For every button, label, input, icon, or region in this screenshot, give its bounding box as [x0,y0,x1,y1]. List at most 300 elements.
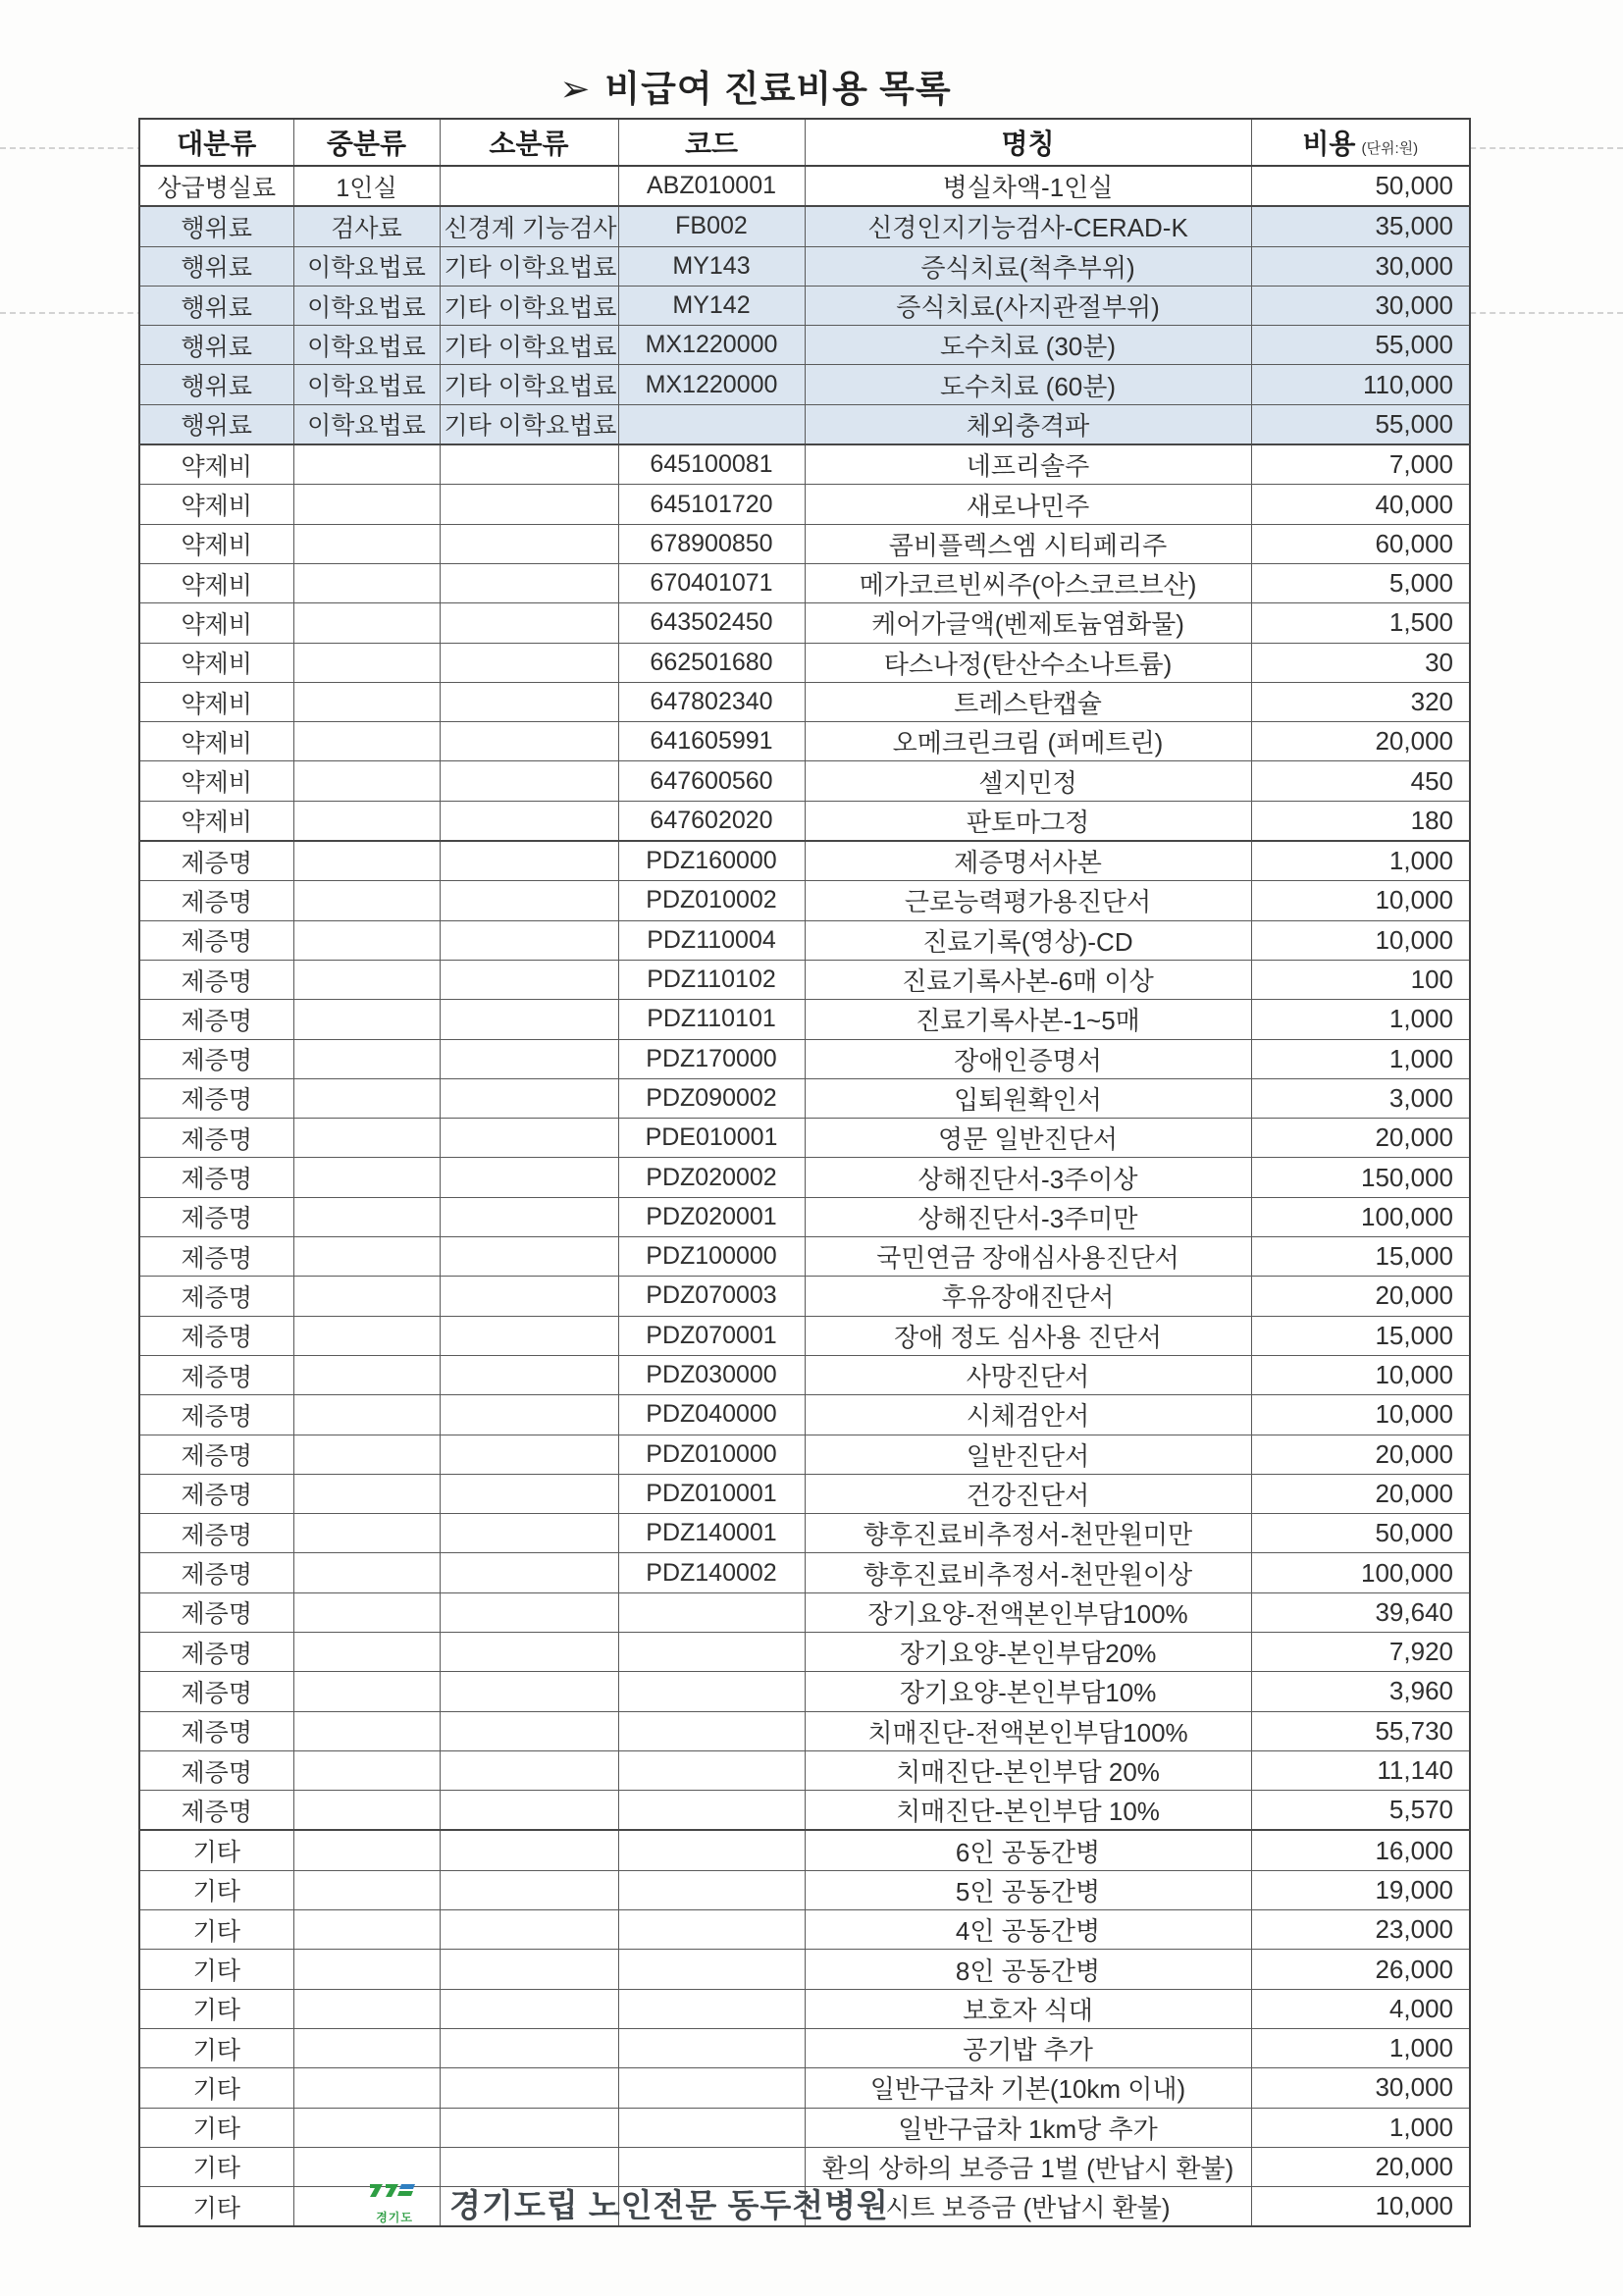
cell-major-category: 제증명 [139,1672,293,1711]
cell-price: 60,000 [1251,524,1470,563]
cell-code: MY142 [618,286,805,325]
cell-major-category: 제증명 [139,881,293,920]
cell-item-name: 트레스탄캡슐 [805,682,1251,721]
cell-item-name: 건강진단서 [805,1474,1251,1513]
cell-price: 55,000 [1251,326,1470,365]
cell-price: 35,000 [1251,206,1470,246]
cell-item-name: 상해진단서-3주미만 [805,1197,1251,1236]
cell-price: 20,000 [1251,1119,1470,1158]
cell-sub-category [440,1277,618,1316]
cell-sub-category [440,801,618,841]
cell-price: 150,000 [1251,1158,1470,1197]
cell-sub-category [440,1078,618,1118]
cell-code: PDZ070003 [618,1277,805,1316]
cell-mid-category [293,1237,440,1277]
cell-major-category: 약제비 [139,485,293,524]
cell-mid-category [293,1672,440,1711]
cell-mid-category [293,1355,440,1394]
cell-price: 1,500 [1251,603,1470,643]
cell-code [618,2108,805,2147]
cell-item-name: 일반진단서 [805,1435,1251,1474]
table-row [139,485,1470,524]
cell-code: 647600560 [618,761,805,801]
cell-major-category: 약제비 [139,643,293,682]
cell-sub-category [440,1197,618,1236]
cell-sub-category [440,722,618,761]
cell-code [618,1750,805,1790]
cell-major-category: 제증명 [139,960,293,999]
cell-mid-category [293,1158,440,1197]
cell-sub-category [440,1553,618,1592]
cell-item-name: 오메크린크림 (퍼메트린) [805,722,1251,761]
col-header-sub: 소분류 [440,119,618,166]
cell-mid-category [293,1592,440,1632]
fee-table [138,118,1471,2227]
table-row [139,1791,1470,1831]
cell-major-category: 제증명 [139,1000,293,1039]
cell-mid-category [293,722,440,761]
cell-price: 5,000 [1251,563,1470,602]
cell-mid-category [293,1514,440,1553]
cell-item-name: 8인 공동간병 [805,1950,1251,1989]
cell-major-category: 제증명 [139,1474,293,1513]
cell-mid-category [293,1000,440,1039]
cell-major-category: 제증명 [139,1592,293,1632]
cell-item-name: 장기요양-본인부담10% [805,1672,1251,1711]
table-row [139,444,1470,485]
cell-sub-category [440,166,618,206]
cell-major-category: 제증명 [139,1078,293,1118]
cell-item-name: 영문 일반진단서 [805,1119,1251,1158]
cell-sub-category [440,1395,618,1435]
cell-sub-category [440,2028,618,2067]
cell-mid-category [293,444,440,485]
cell-code: PDZ040000 [618,1395,805,1435]
table-row [139,1632,1470,1671]
cell-major-category: 제증명 [139,1395,293,1435]
cell-major-category: 행위료 [139,246,293,286]
table-row [139,1989,1470,2028]
cell-price: 30,000 [1251,2068,1470,2108]
cell-major-category: 기타 [139,2028,293,2067]
cell-major-category: 기타 [139,1870,293,1909]
cell-price: 100,000 [1251,1197,1470,1236]
table-row [139,682,1470,721]
cell-major-category: 약제비 [139,722,293,761]
cell-code [618,1791,805,1831]
col-header-major: 대분류 [139,119,293,166]
table-row [139,1474,1470,1513]
cell-mid-category [293,1474,440,1513]
cell-price: 450 [1251,761,1470,801]
cell-sub-category [440,1435,618,1474]
cell-sub-category [440,444,618,485]
cell-price: 20,000 [1251,1474,1470,1513]
cell-item-name: 장애 정도 심사용 진단서 [805,1316,1251,1355]
cell-sub-category [440,1592,618,1632]
table-row [139,960,1470,999]
cell-mid-category [293,643,440,682]
cell-sub-category [440,1237,618,1277]
cell-sub-category [440,563,618,602]
cell-major-category: 제증명 [139,920,293,960]
cell-code: MY143 [618,246,805,286]
cell-price: 1,000 [1251,2108,1470,2147]
cell-code: PDZ140002 [618,1553,805,1592]
table-row [139,643,1470,682]
cell-mid-category [293,2028,440,2067]
table-row [139,1158,1470,1197]
cell-item-name: 케어가글액(벤제토늄염화물) [805,603,1251,643]
cell-sub-category [440,682,618,721]
fee-table-header [139,119,1470,166]
cell-price: 10,000 [1251,881,1470,920]
cell-major-category: 행위료 [139,326,293,365]
cell-code: PDE010001 [618,1119,805,1158]
cell-major-category: 제증명 [139,841,293,881]
table-row [139,166,1470,206]
col-header-mid: 중분류 [293,119,440,166]
cell-price: 180 [1251,801,1470,841]
cell-price: 11,140 [1251,1750,1470,1790]
cell-mid-category [293,920,440,960]
cell-mid-category [293,1435,440,1474]
cell-item-name: 6인 공동간병 [805,1830,1251,1870]
cell-mid-category [293,2068,440,2108]
cell-major-category: 약제비 [139,761,293,801]
cell-code [618,1989,805,2028]
table-row [139,2028,1470,2067]
cell-code: 670401071 [618,563,805,602]
cell-mid-category [293,1750,440,1790]
cell-code: PDZ020002 [618,1158,805,1197]
cell-major-category: 기타 [139,2068,293,2108]
cell-mid-category [293,1870,440,1909]
cell-code [618,404,805,444]
cell-code [618,2068,805,2108]
cell-code: PDZ090002 [618,1078,805,1118]
cell-code: 645100081 [618,444,805,485]
cell-item-name: 증식치료(척추부위) [805,246,1251,286]
cell-price: 30,000 [1251,286,1470,325]
cell-item-name: 제증명서사본 [805,841,1251,881]
cell-major-category: 제증명 [139,1632,293,1671]
cell-item-name: 새로나민주 [805,485,1251,524]
cell-sub-category: 기타 이학요법료 [440,326,618,365]
cell-major-category: 기타 [139,1910,293,1950]
table-row [139,1237,1470,1277]
cell-code: MX1220000 [618,326,805,365]
cell-major-category: 기타 [139,1989,293,2028]
cell-sub-category [440,1950,618,1989]
cell-code [618,1711,805,1750]
cell-price: 5,570 [1251,1791,1470,1831]
hospital-name: 경기도립 노인전문 동두천병원 [449,2187,889,2223]
cell-item-name: 신경인지기능검사-CERAD-K [805,206,1251,246]
table-row [139,1950,1470,1989]
cell-item-name: 병실차액-1인실 [805,166,1251,206]
cell-code: PDZ100000 [618,1237,805,1277]
cell-mid-category [293,841,440,881]
cell-mid-category [293,682,440,721]
table-row [139,841,1470,881]
cell-price: 20,000 [1251,1277,1470,1316]
cell-major-category: 약제비 [139,524,293,563]
cell-major-category: 제증명 [139,1553,293,1592]
cell-item-name: 셀지민정 [805,761,1251,801]
cell-price: 30,000 [1251,246,1470,286]
cell-code [618,1830,805,1870]
cell-item-name: 메가코르빈씨주(아스코르브산) [805,563,1251,602]
table-row [139,2108,1470,2147]
cell-item-name: 시체검안서 [805,1395,1251,1435]
cell-code: 662501680 [618,643,805,682]
cell-mid-category [293,1197,440,1236]
cell-sub-category: 기타 이학요법료 [440,365,618,404]
cell-sub-category [440,1355,618,1394]
cell-sub-category: 기타 이학요법료 [440,286,618,325]
table-row [139,1910,1470,1950]
table-row [139,1553,1470,1592]
cell-sub-category [440,1672,618,1711]
table-row [139,881,1470,920]
cell-price: 23,000 [1251,1910,1470,1950]
cell-item-name: 일반구급차 기본(10km 이내) [805,2068,1251,2108]
cell-sub-category [440,1119,618,1158]
cell-code: PDZ110102 [618,960,805,999]
cell-major-category: 제증명 [139,1316,293,1355]
cell-major-category: 기타 [139,2108,293,2147]
cell-mid-category [293,1395,440,1435]
cell-major-category: 제증명 [139,1277,293,1316]
table-row [139,326,1470,365]
cell-price: 10,000 [1251,1395,1470,1435]
table-row [139,1870,1470,1909]
cell-mid-category [293,524,440,563]
cell-code: 678900850 [618,524,805,563]
cell-mid-category: 이학요법료 [293,365,440,404]
cell-major-category: 행위료 [139,404,293,444]
cell-code: FB002 [618,206,805,246]
cell-sub-category [440,1158,618,1197]
cell-major-category: 기타 [139,2187,293,2227]
table-row [139,761,1470,801]
cell-code: PDZ170000 [618,1039,805,1078]
col-header-price-label: 비용 [1302,129,1356,159]
cell-item-name: 사망진단서 [805,1355,1251,1394]
cell-sub-category [440,1316,618,1355]
cell-major-category: 제증명 [139,1435,293,1474]
cell-item-name: 장애인증명서 [805,1039,1251,1078]
cell-mid-category: 이학요법료 [293,246,440,286]
cell-sub-category [440,643,618,682]
cell-item-name: 치매진단-본인부담 20% [805,1750,1251,1790]
cell-code: PDZ010002 [618,881,805,920]
table-row [139,1119,1470,1158]
cell-price: 20,000 [1251,1435,1470,1474]
cell-code: PDZ010000 [618,1435,805,1474]
cell-price: 3,960 [1251,1672,1470,1711]
table-row [139,801,1470,841]
cell-price: 40,000 [1251,485,1470,524]
cell-major-category: 제증명 [139,1355,293,1394]
cell-item-name: 향후진료비추정서-천만원이상 [805,1553,1251,1592]
cell-mid-category: 이학요법료 [293,404,440,444]
cell-item-name: 콤비플렉스엠 시티페리주 [805,524,1251,563]
cell-sub-category: 기타 이학요법료 [440,404,618,444]
cell-sub-category: 기타 이학요법료 [440,246,618,286]
cell-item-name: 공기밥 추가 [805,2028,1251,2067]
cell-mid-category [293,1711,440,1750]
cell-price: 1,000 [1251,841,1470,881]
cell-item-name: 도수치료 (30분) [805,326,1251,365]
cell-major-category: 약제비 [139,563,293,602]
cell-price: 50,000 [1251,166,1470,206]
cell-code [618,1632,805,1671]
cell-major-category: 제증명 [139,1711,293,1750]
cell-sub-category [440,1791,618,1831]
cell-sub-category [440,1474,618,1513]
table-row [139,1514,1470,1553]
table-row [139,365,1470,404]
table-row [139,1277,1470,1316]
cell-price: 20,000 [1251,722,1470,761]
cell-price: 7,000 [1251,444,1470,485]
cell-sub-category [440,920,618,960]
page-title-text: 비급여 진료비용 목록 [604,69,952,109]
cell-major-category: 기타 [139,1830,293,1870]
cell-sub-category [440,524,618,563]
cell-item-name: 환의 상하의 보증금 1벌 (반납시 환불) [805,2147,1251,2186]
cell-item-name: 일반구급차 1km당 추가 [805,2108,1251,2147]
cell-sub-category [440,1910,618,1950]
table-row [139,1592,1470,1632]
cell-price: 1,000 [1251,2028,1470,2067]
cell-code: ABZ010001 [618,166,805,206]
cell-code: PDZ110004 [618,920,805,960]
cell-major-category: 제증명 [139,1791,293,1831]
cell-code [618,1910,805,1950]
cell-item-name: 증식치료(사지관절부위) [805,286,1251,325]
cell-mid-category: 이학요법료 [293,286,440,325]
cell-mid-category [293,881,440,920]
cell-sub-category [440,1514,618,1553]
cell-major-category: 행위료 [139,286,293,325]
cell-major-category: 제증명 [139,1197,293,1236]
cell-item-name: 후유장애진단서 [805,1277,1251,1316]
cell-mid-category [293,563,440,602]
cell-sub-category [440,1000,618,1039]
fee-table-body [139,166,1470,2226]
cell-item-name: 진료기록사본-6매 이상 [805,960,1251,999]
cell-major-category: 기타 [139,2147,293,2186]
cell-item-name: 네프리솔주 [805,444,1251,485]
cell-mid-category [293,1910,440,1950]
cell-mid-category [293,1039,440,1078]
cell-price: 3,000 [1251,1078,1470,1118]
cell-mid-category: 1인실 [293,166,440,206]
cell-price: 10,000 [1251,1355,1470,1394]
col-header-name: 명칭 [805,119,1251,166]
cell-price: 1,000 [1251,1000,1470,1039]
cell-mid-category [293,1950,440,1989]
arrow-icon: ➢ [559,69,592,109]
cell-sub-category [440,2068,618,2108]
cell-price: 100 [1251,960,1470,999]
page-title [0,59,1511,112]
col-header-code: 코드 [618,119,805,166]
cell-code: PDZ020001 [618,1197,805,1236]
cell-price: 15,000 [1251,1237,1470,1277]
table-row [139,603,1470,643]
cell-price: 15,000 [1251,1316,1470,1355]
cell-price: 110,000 [1251,365,1470,404]
cell-sub-category [440,761,618,801]
cell-sub-category [440,1870,618,1909]
cell-code: PDZ070001 [618,1316,805,1355]
cell-mid-category [293,960,440,999]
cell-major-category: 약제비 [139,801,293,841]
cell-price: 4,000 [1251,1989,1470,2028]
cell-code: PDZ030000 [618,1355,805,1394]
cell-major-category: 제증명 [139,1119,293,1158]
cell-mid-category [293,485,440,524]
table-row [139,1078,1470,1118]
footer [138,2180,1120,2226]
table-row [139,2068,1470,2108]
cell-code: 647802340 [618,682,805,721]
cell-item-name: 시트 보증금 (반납시 환불) [805,2187,1251,2227]
cell-major-category: 행위료 [139,365,293,404]
table-row [139,1830,1470,1870]
cell-major-category: 행위료 [139,206,293,246]
cell-mid-category [293,801,440,841]
cell-major-category: 상급병실료 [139,166,293,206]
table-row [139,920,1470,960]
cell-sub-category [440,1711,618,1750]
table-row [139,524,1470,563]
cell-item-name: 치매진단-본인부담 10% [805,1791,1251,1831]
cell-item-name: 타스나정(탄산수소나트륨) [805,643,1251,682]
gyeonggi-logo-icon [369,2182,420,2208]
cell-sub-category [440,841,618,881]
cell-sub-category [440,960,618,999]
cell-item-name: 상해진단서-3주이상 [805,1158,1251,1197]
cell-price: 55,730 [1251,1711,1470,1750]
cell-code [618,1950,805,1989]
cell-code: 641605991 [618,722,805,761]
cell-mid-category [293,1277,440,1316]
cell-item-name: 진료기록사본-1~5매 [805,1000,1251,1039]
cell-sub-category [440,1632,618,1671]
cell-code: PDZ140001 [618,1514,805,1553]
gyeonggi-logo [369,2182,420,2225]
cell-major-category: 기타 [139,1950,293,1989]
cell-item-name: 체외충격파 [805,404,1251,444]
cell-major-category: 제증명 [139,1158,293,1197]
table-row [139,404,1470,444]
cell-major-category: 약제비 [139,444,293,485]
table-row [139,1435,1470,1474]
table-row [139,1395,1470,1435]
cell-item-name: 장기요양-전액본인부담100% [805,1592,1251,1632]
cell-item-name: 국민연금 장애심사용진단서 [805,1237,1251,1277]
cell-item-name: 판토마그정 [805,801,1251,841]
table-row [139,563,1470,602]
cell-code [618,1592,805,1632]
table-row [139,1197,1470,1236]
cell-major-category: 제증명 [139,1039,293,1078]
